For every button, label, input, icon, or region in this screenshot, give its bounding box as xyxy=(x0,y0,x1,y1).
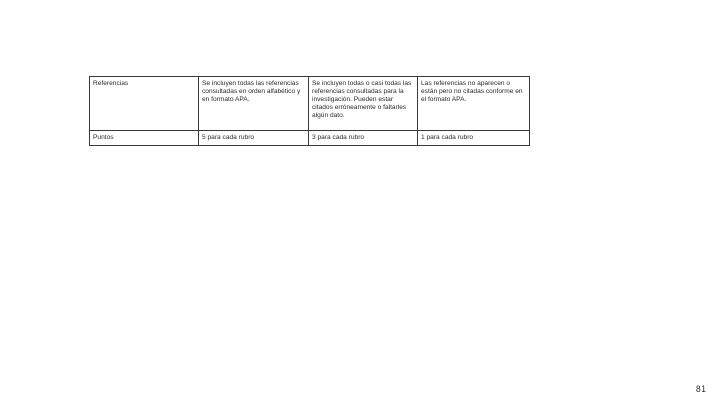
level-1-description-cell: Se incluyen todas las referencias consultadas en orden alfabético y en formato APA. xyxy=(199,77,309,131)
level-1-points-cell: 5 para cada rubro xyxy=(199,131,309,146)
page-number: 81 xyxy=(695,385,706,395)
level-2-description-cell: Se incluyen todas o casi todas las referencias consultadas para la investigación. Pueden estar citados erróneamente o faltarles algún dato. xyxy=(309,77,418,131)
points-label-cell: Puntos xyxy=(90,131,199,146)
level-3-points-cell: 1 para cada rubro xyxy=(418,131,530,146)
criterion-label-cell: Referencias xyxy=(90,77,199,131)
level-3-description-cell: Las referencias no aparecen o están pero no citadas conforme en el formato APA. xyxy=(418,77,530,131)
table-row xyxy=(90,77,530,131)
table-row xyxy=(90,131,530,146)
rubric-table xyxy=(89,76,530,146)
level-2-points-cell: 3 para cada rubro xyxy=(309,131,418,146)
